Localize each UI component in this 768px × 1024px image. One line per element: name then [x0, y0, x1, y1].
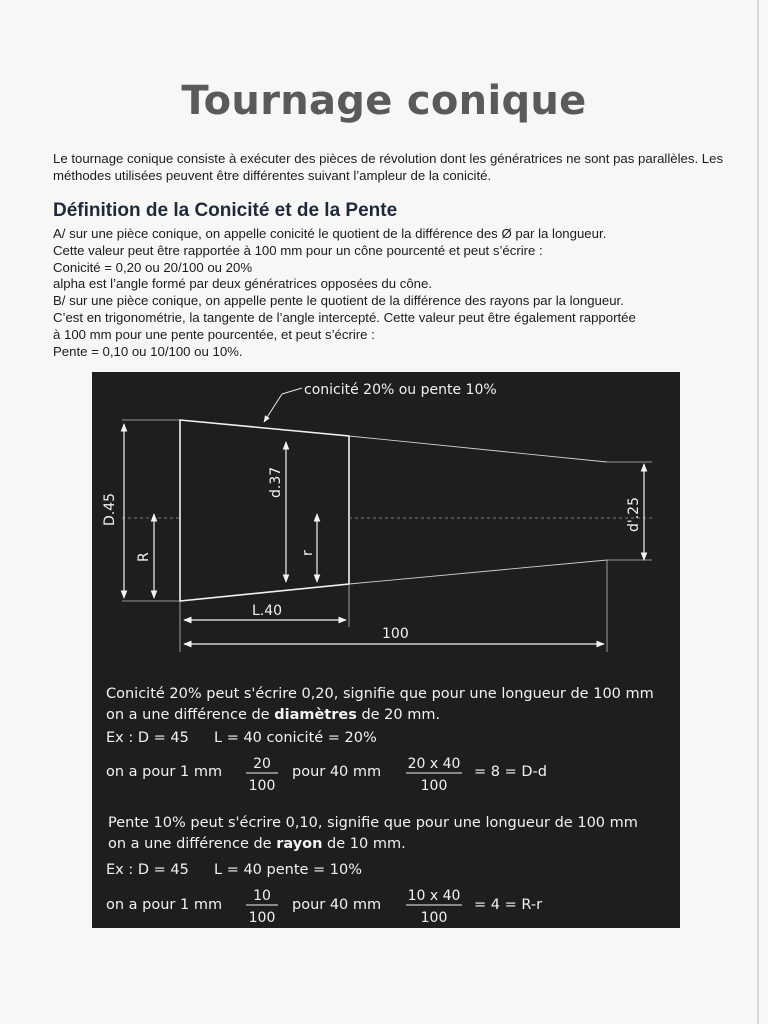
definition-block — [53, 226, 743, 360]
definition-line: Conicité = 0,20 ou 20/100 ou 20% — [53, 259, 253, 275]
dim-D-label: D.45 — [102, 492, 118, 526]
conicite-per-mm: on a pour 1 mm — [106, 764, 223, 780]
dim-L-label: L.40 — [252, 603, 283, 619]
conicite-text-line1: Conicité 20% peut s'écrire 0,20, signifie que pour une longueur de 100 mm — [106, 686, 654, 702]
pente-per-40: pour 40 mm — [292, 897, 382, 913]
callout-label: conicité 20% ou pente 10% — [304, 382, 497, 398]
pente-text-line2 — [108, 836, 406, 852]
definition-line: à 100 mm pour une pente pourcentée, et peut s’écrire : — [53, 326, 375, 342]
pente-text-line1: Pente 10% peut s'écrire 0,10, signifie que pour une longueur de 100 mm — [108, 815, 638, 831]
conicite-result: = 8 = D-d — [474, 764, 547, 780]
cone-diagram-panel — [92, 372, 680, 928]
scan-edge-line — [757, 0, 759, 1024]
cone-diagram — [92, 372, 680, 928]
callout-leader — [282, 388, 302, 394]
dim-d-label: d.37 — [268, 466, 284, 498]
pente-text-bold: rayon — [276, 836, 323, 852]
definition-line: B/ sur une pièce conique, on appelle pente le quotient de la différence des rayons par la longueur. — [53, 293, 624, 309]
conicite-text-bold: diamètres — [274, 707, 357, 723]
taper-extension-top — [349, 436, 607, 462]
conicite-example-l: L = 40 conicité = 20% — [214, 730, 377, 746]
conicite-text-pre: on a une différence de — [106, 707, 275, 723]
conicite-per-40: pour 40 mm — [292, 764, 382, 780]
conicite-frac1-num: 20 — [253, 756, 271, 772]
definition-line: Pente = 0,10 ou 10/100 ou 10%. — [53, 343, 243, 359]
dim-100-label: 100 — [382, 626, 409, 642]
pente-result: = 4 = R-r — [474, 897, 543, 913]
section-heading: Définition de la Conicité et de la Pente — [53, 200, 398, 221]
definition-line: alpha est l’angle formé par deux génératrices opposées du cône. — [53, 276, 433, 292]
callout-arrow — [264, 394, 282, 422]
pente-example-d: Ex : D = 45 — [106, 862, 189, 878]
cone-outline — [180, 420, 349, 601]
pente-frac1-den: 100 — [248, 910, 276, 926]
pente-frac1-num: 10 — [253, 888, 271, 904]
pente-frac2-den: 100 — [420, 910, 448, 926]
dim-R-label: R — [136, 552, 152, 562]
pente-text-post: de 10 mm. — [322, 836, 406, 852]
pente-per-mm: on a pour 1 mm — [106, 897, 223, 913]
definition-line: C’est en trigonométrie, la tangente de l’angle intercepté. Cette valeur peut être également rapportée — [53, 309, 636, 325]
page-title: Tournage conique — [181, 78, 587, 124]
conicite-frac2-den: 100 — [420, 778, 448, 794]
pente-example-l: L = 40 pente = 10% — [214, 862, 363, 878]
pente-text-pre: on a une différence de — [108, 836, 277, 852]
conicite-text-post: de 20 mm. — [356, 707, 441, 723]
conicite-frac2-num: 20 x 40 — [407, 756, 461, 772]
definition-line: Cette valeur peut être rapportée à 100 mm pour un cône pourcenté et peut s’écrire : — [53, 242, 543, 258]
dim-r-label: r — [300, 550, 316, 556]
taper-extension-bottom — [349, 560, 607, 584]
conicite-example-d: Ex : D = 45 — [106, 730, 189, 746]
pente-frac2-num: 10 x 40 — [407, 888, 461, 904]
intro-paragraph: Le tournage conique consiste à exécuter des pièces de révolution dont les génératrices ne sont pas parallèles. Les méthodes utilisées peuvent être différentes suivant l’ampleur de la conicité. — [53, 151, 724, 183]
conicite-text-line2 — [106, 707, 440, 723]
definition-line: A/ sur une pièce conique, on appelle conicité le quotient de la différence des Ø par la longueur. — [53, 226, 607, 241]
dim-d2-label: d'.25 — [626, 497, 642, 532]
conicite-frac1-den: 100 — [248, 778, 276, 794]
